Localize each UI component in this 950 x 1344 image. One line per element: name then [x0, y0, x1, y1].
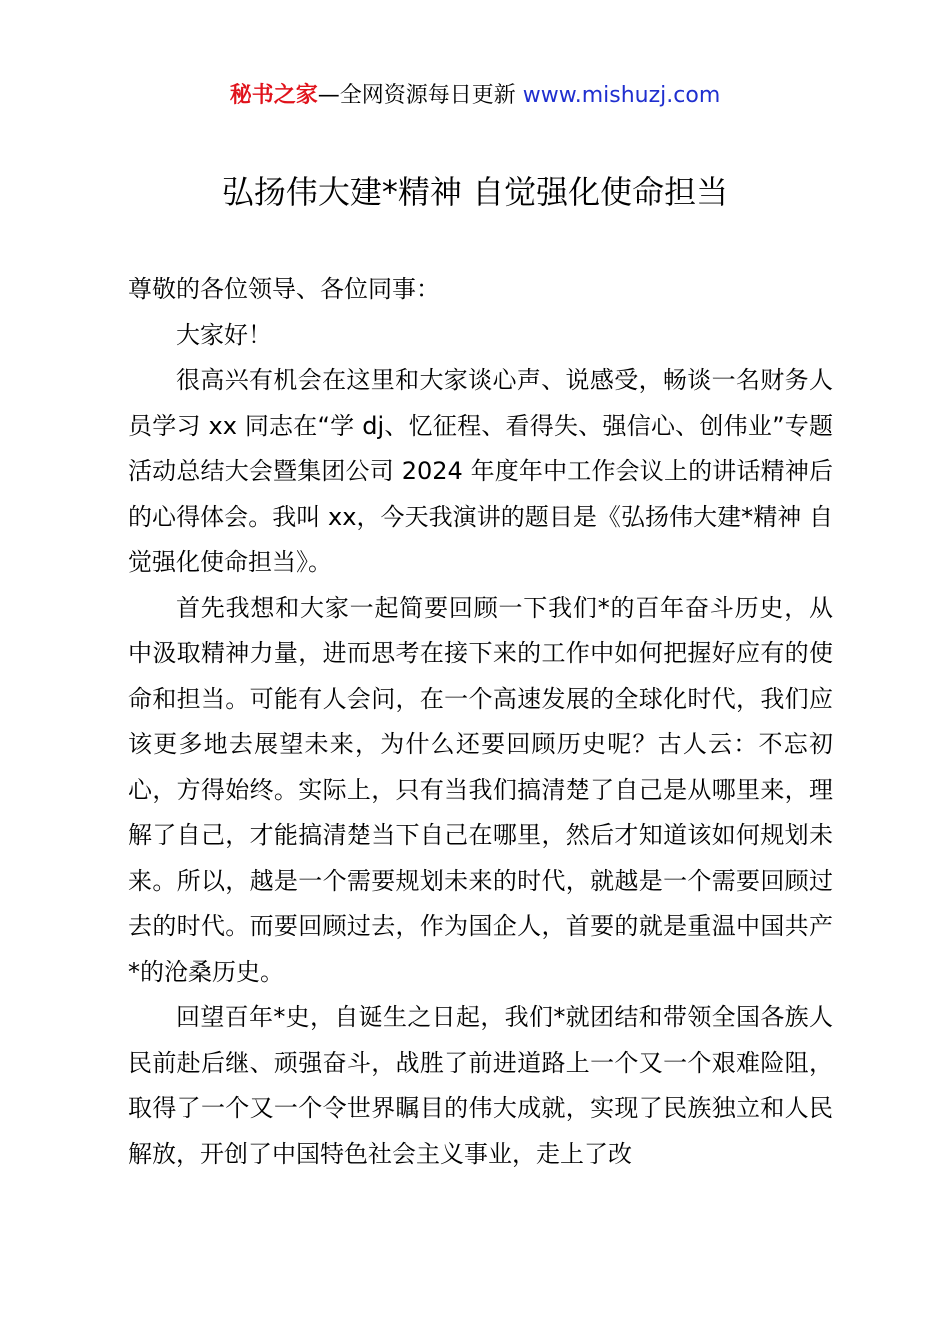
brand-name: 秘书之家	[229, 83, 318, 108]
paragraph-intro: 很高兴有机会在这里和大家谈心声、说感受，畅谈一名财务人员学习 xx 同志在“学 dj、忆征程、看得失、强信心、创伟业”专题活动总结大会暨集团公司 2024 年度年中工作会议上的讲话精神后的心得体会。我叫 xx，今天我演讲的题目是《弘扬伟大建*精神 自觉强化使命担当》。	[128, 366, 833, 576]
document-body	[128, 267, 833, 1177]
site-url-link[interactable]: www.mishuzj.com	[522, 83, 721, 108]
greeting: 大家好！	[176, 320, 272, 349]
paragraph-history-review: 首先我想和大家一起简要回顾一下我们*的百年奋斗历史，从中汲取精神力量，进而思考在接下来的工作中如何把握好应有的使命和担当。可能有人会问，在一个高速发展的全球化时代，我们应该更多地去展望未来，为什么还要回顾历史呢？古人云：不忘初心，方得始终。实际上，只有当我们搞清楚了自己是从哪里来，理解了自己，才能搞清楚当下自己在哪里，然后才知道该如何规划未来。所以，越是一个需要规划未来的时代，就越是一个需要回顾过去的时代。而要回顾过去，作为国企人，首要的就是重温中国共产*的沧桑历史。	[128, 593, 833, 986]
document-title: 弘扬伟大建*精神 自觉强化使命担当	[221, 173, 729, 211]
header-tagline: —全网资源每日更新	[317, 83, 523, 108]
paragraph-centennial: 回望百年*史，自诞生之日起，我们*就团结和带领全国各族人民前赴后继、顽强奋斗，战胜了前进道路上一个又一个艰难险阻，取得了一个又一个令世界瞩目的伟大成就，实现了民族独立和人民解放，开创了中国特色社会主义事业，走上了改	[128, 1003, 833, 1168]
salutation: 尊敬的各位领导、各位同事：	[128, 275, 440, 303]
site-header	[0, 80, 950, 112]
